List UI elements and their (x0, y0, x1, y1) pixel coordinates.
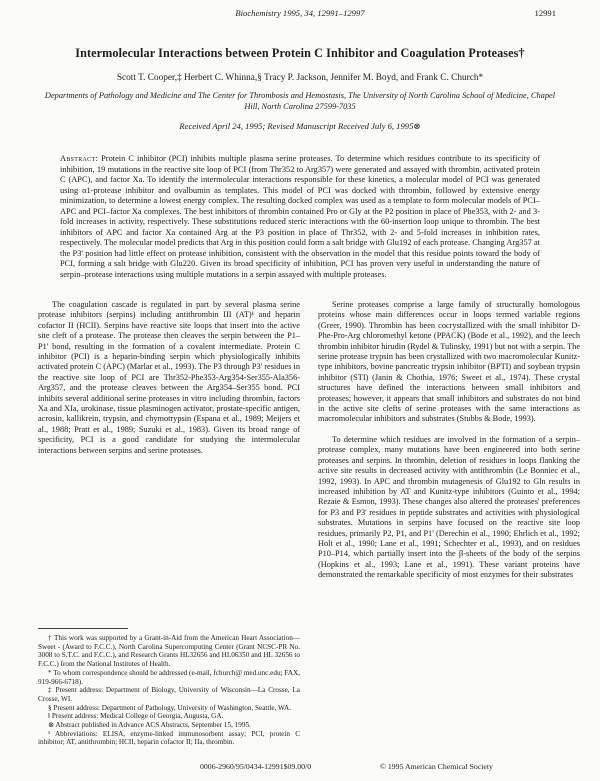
footnote: § Present address: Department of Pathology, University of Washington, Seattle, WA. (48, 703, 292, 712)
footnote: † This work was supported by a Grant-in-Aid from the American Heart Association—Sweet ‑ (Award to F.C.C.), North Carolina Supercomputing Center (Grant NCSC-PR No. 3008 to S.T.C. and F.C.C.), and Research Grants HL32656 and HL06350 and HL 32656 to F.C.C.) from the National Institutes of Health. (38, 634, 300, 669)
body-paragraph: The coagulation cascade is regulated in part by several plasma serine protease inhibitors (serpins) including antithrombin III (AT)¹ and heparin cofactor II (HCII). Serpins have reactive site loops that insert into the active site cleft of a protease. The protease then cleaves the serpin between the P1–P1' bond, resulting in the formation of a covalent intermediate. Protein C inhibitor (PCI) is a heparin-binding serpin which physiologically inhibits activated protein C (APC) (Marlar et al., 1993). The P3 through P3' residues in the reactive site loop of PCI are Thr352-Phe353-Arg354-Ser355-Ala356-Arg357, and the protease cleaves between the Arg354–Ser355 bond. PCI inhibits several additional serine proteases in vitro including thrombin, factors Xa and XIa, urokinase, tissue plasminogen activator, prostate-specific antigen, acrosin, kallikrein, trypsin, and chymotrypsin (Espana et al., 1989; Meijers et al., 1988; Pratt et al., 1989; Suzuki et al., 1983). Given its broad range of specificity, PCI is a good candidate for studying the intermolecular interactions between serpins and serine proteases. (38, 300, 300, 455)
footnotes (38, 634, 300, 747)
page-footer (0, 762, 600, 774)
body-column-left (38, 300, 300, 456)
journal-citation: Biochemistry 1995, 34, 12991–12997 (235, 8, 365, 18)
abstract-text: Protein C inhibitor (PCI) inhibits multiple plasma serine proteases. To determine which residues contribute to its specificity of inhibition, 19 mutations in the reactive site loop of PCI (from Thr352 to Arg357) were generated and assayed with thrombin, activated protein C (APC), and factor Xa. To identify the intermolecular interactions responsible for these kinetics, a molecular model of PCI was generated using α1-protease inhibitor and ovalbumin as templates. This model of PCI was docked with thrombin, followed by extensive energy minimization, to determine a lowest energy complex. The resulting docked complex was used as a template to form molecular models of PCI–APC and PCI–factor Xa complexes. The best inhibitors of thrombin contained Pro or Gly at the P2 position in place of Phe353, with 2- and 3-fold increases in activity, respectively. These substitutions reduced steric interactions with the 60-insertion loop unique to thrombin. The best inhibitors of APC and factor Xa contained Arg at the P3 position in place of Thr352, with 2- and 5-fold increases in inhibition rates, respectively. The molecular model predicts that Arg in this position could form a salt bridge with Glu192 of each protease. Changing Arg357 at the P3' position had little effect on protease inhibition, consistent with the observation in the model that this residue points toward the body of PCI, forming a salt bridge with Glu220. Given its broad specificity of inhibition, PCI has proven very useful in understanding the nature of serpin–protease interactions using multiple mutations in a serpin assayed with multiple proteases. (60, 154, 541, 279)
abstract (60, 154, 540, 280)
footnote: ‡ Present address: Department of Biology, University of Wisconsin—La Crosse, La Crosse, WI. (38, 686, 300, 703)
footnote: * To whom correspondence should be addressed (e-mail, fchurch@ med.unc.edu; FAX, 919-966-6718). (38, 668, 300, 686)
author-list: Scott T. Cooper,‡ Herbert C. Whinna,§ Tracy P. Jackson, Jennifer M. Boyd, and Frank C. Church* (116, 73, 484, 83)
footnote: ¹ Abbreviations: ELISA, enzyme-linked immunosorbent assay; PCI, protein C inhibitor; AT, antithrombin; HCII, heparin cofactor II; IIa, thrombin. (38, 729, 300, 747)
received-dates: Received April 24, 1995; Revised Manuscript Received July 6, 1995⊗ (179, 121, 421, 131)
abstract-label: Abstract: (60, 154, 99, 163)
body-paragraph: Serine proteases comprise a large family of structurally homologous proteins whose main differences occur in loops termed variable regions (Greer, 1990). Thrombin has been cocrystallized with the small inhibitor D-Phe-Pro-Arg chloromethyl ketone (PPACK) (Bode et al., 1992), and the leech thrombin inhibitor hirudin (Rydel & Tulinsky, 1991) but not with a serpin. The serine protease trypsin has been crystallized with two macromolecular Kunitz-type inhibitors, bovine pancreatic trypsin inhibitor (BPTI) and soybean trypsin inhibitor (STI) (Janin & Chothia, 1976; Sweet et al., 1974). These crystal structures have defined the interactions between small inhibitors and proteases; however, it appears that small inhibitors and substrates do not bind in the active site clefts of serine proteases with the same interactions as macromolecular inhibitors and substrates (Stubbs & Bode, 1993). (318, 300, 580, 424)
footnote-divider (38, 628, 128, 629)
body-column-right (318, 300, 580, 581)
article-title: Intermolecular Interactions between Protein C Inhibitor and Coagulation Proteases† (75, 46, 525, 60)
affiliation: Departments of Pathology and Medicine and The Center for Thrombosis and Hemostasis, The University of North Carolina School of Medicine, Chapel Hill, North Carolina 27599-7035 (44, 91, 556, 111)
copyright-notice: © 1995 American Chemical Society (380, 762, 493, 771)
running-header (0, 8, 600, 22)
page-number: 12991 (534, 8, 556, 18)
body-paragraph: To determine which residues are involved in the formation of a serpin–protease complex, many mutations have been engineered into both serine proteases and serpins. In thrombin, deletion of residues in loops flanking the active site results in decreased activity with antithrombin (Le Bonniec et al., 1992, 1993). In APC and thrombin mutagenesis of Glu192 to Gln results in increased inhibition by AT and Kunitz-type inhibitors (Guinto et al., 1994; Rezaie & Esmon, 1993). These changes also altered the proteases' preferences for P3 and P3' residues in peptide substrates and activities with physiological substrates. Mutations in serpins have focused on the reactive site loop residues, primarily P2, P1, and P1' (Derechin et al., 1990; Ehrlich et al., 1992; Holt et al., 1990; Lane et al., 1991; Schechter et al., 1993), and on residues P10–P14, which partially insert into the β-sheets of the body of the serpins (Hopkins et al., 1993; Lane et al., 1991). These variant proteins have demonstrated the remarkable specificity of most enzymes for their substrates (318, 434, 580, 580)
issn-code: 0006-2960/95/0434-12991$09.00/0 (200, 762, 312, 771)
footnote: ⊗ Abstract published in Advance ACS Abstracts, September 15, 1995. (48, 721, 251, 730)
footnote: ‖ Present address: Medical College of Georgia, Augusta, GA. (48, 712, 224, 721)
